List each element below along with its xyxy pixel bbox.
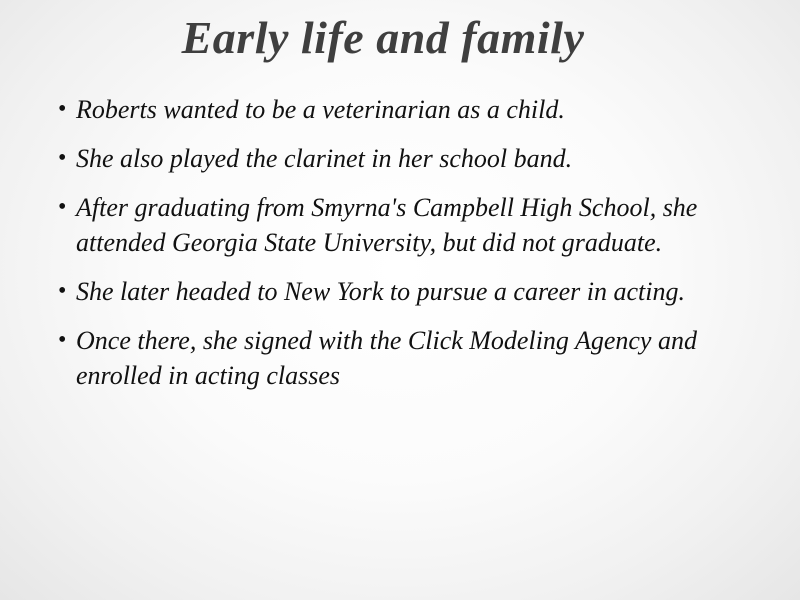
slide-title: Early life and family (181, 12, 585, 63)
bullet-text: Once there, she signed with the Click Modeling Agency and enrolled in acting classes (76, 326, 697, 390)
bullet-dot-icon: • (58, 194, 67, 220)
bullet-list (58, 92, 738, 407)
bullet-item (58, 274, 738, 309)
bullet-item (58, 190, 738, 260)
bullet-dot-icon: • (58, 278, 67, 304)
bullet-text: Roberts wanted to be a veterinarian as a child. (76, 95, 565, 124)
bullet-text: After graduating from Smyrna's Campbell High School, she attended Georgia State University, but did not graduate. (76, 193, 698, 257)
bullet-item (58, 323, 738, 393)
bullet-dot-icon: • (58, 96, 67, 122)
bullet-item (58, 92, 738, 127)
bullet-item (58, 141, 738, 176)
bullet-text: She also played the clarinet in her school band. (76, 144, 573, 173)
bullet-text: She later headed to New York to pursue a career in acting. (76, 277, 686, 306)
bullet-dot-icon: • (58, 145, 67, 171)
bullet-dot-icon: • (58, 327, 67, 353)
